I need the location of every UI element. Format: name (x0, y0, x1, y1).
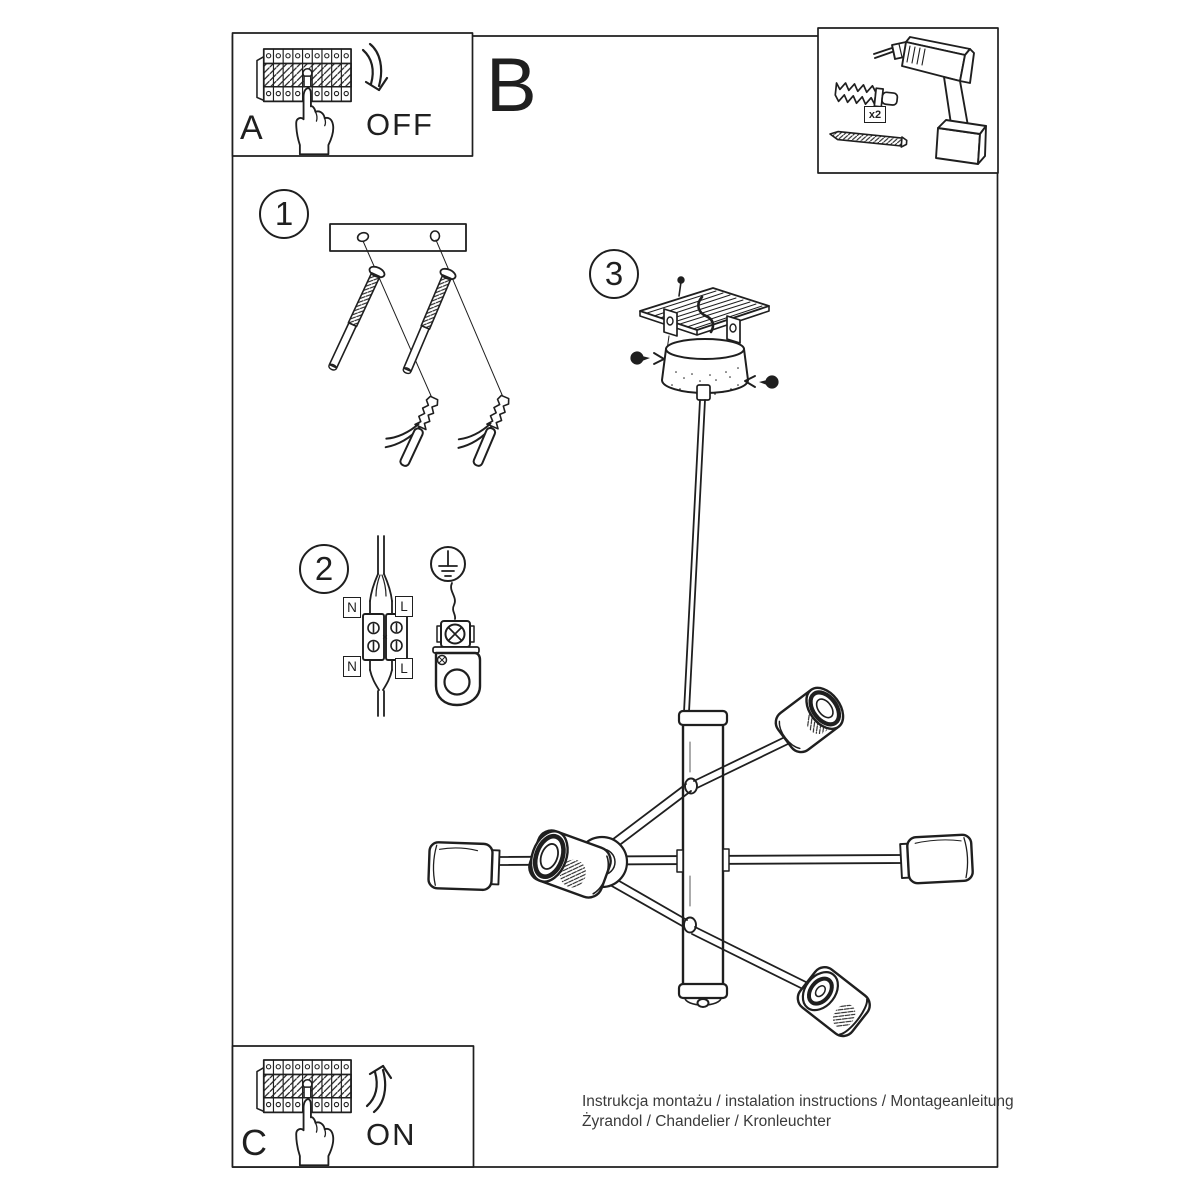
mounting-bracket-icon (330, 224, 466, 251)
screw-icon (399, 267, 457, 376)
footer-line-1: Instrukcja montażu / instalation instructions / Montageanleitung (582, 1093, 1014, 1110)
canopy-screw-left (632, 353, 665, 365)
lamp-socket-right (900, 834, 973, 884)
off-label: OFF (366, 107, 434, 142)
terminal-label-l-top: L (395, 596, 413, 617)
step-2-badge: 2 (299, 544, 349, 594)
power-on-illustration (233, 1046, 474, 1167)
footer-text (582, 1092, 1014, 1132)
canopy-icon (662, 339, 748, 400)
lamp-socket-lower-right (793, 962, 875, 1040)
step3-illustration (632, 277, 778, 400)
terminal-block-icon (363, 536, 407, 716)
step-1-badge: 1 (259, 189, 309, 239)
on-label: ON (366, 1117, 417, 1152)
quantity-badge: x2 (864, 106, 886, 123)
panel-a-label: A (240, 109, 263, 147)
section-b-label: B (486, 43, 537, 128)
panel-c-label: C (241, 1122, 267, 1163)
step-3-badge: 3 (589, 249, 639, 299)
ground-clamp-icon (433, 621, 480, 705)
wall-plug-icon (452, 387, 510, 468)
chandelier-body-tube (677, 711, 729, 1007)
step2-illustration (363, 536, 480, 716)
terminal-label-l-bottom: L (395, 658, 413, 679)
footer-line-2: Żyrandol / Chandelier / Kronleuchter (582, 1113, 831, 1130)
terminal-label-n-bottom: N (343, 656, 361, 677)
wall-plug-icon (379, 387, 439, 468)
sputnik-chandelier-icon (428, 400, 973, 1041)
terminal-label-n-top: N (343, 597, 361, 618)
power-off-illustration (233, 33, 473, 156)
step1-illustration (324, 224, 510, 468)
tools-illustration (818, 28, 998, 173)
screw-icon (324, 265, 386, 373)
lamp-socket-left (428, 842, 500, 890)
canopy-screw-right (745, 376, 778, 388)
earth-ground-icon (431, 547, 465, 581)
ground-wire (451, 583, 455, 619)
